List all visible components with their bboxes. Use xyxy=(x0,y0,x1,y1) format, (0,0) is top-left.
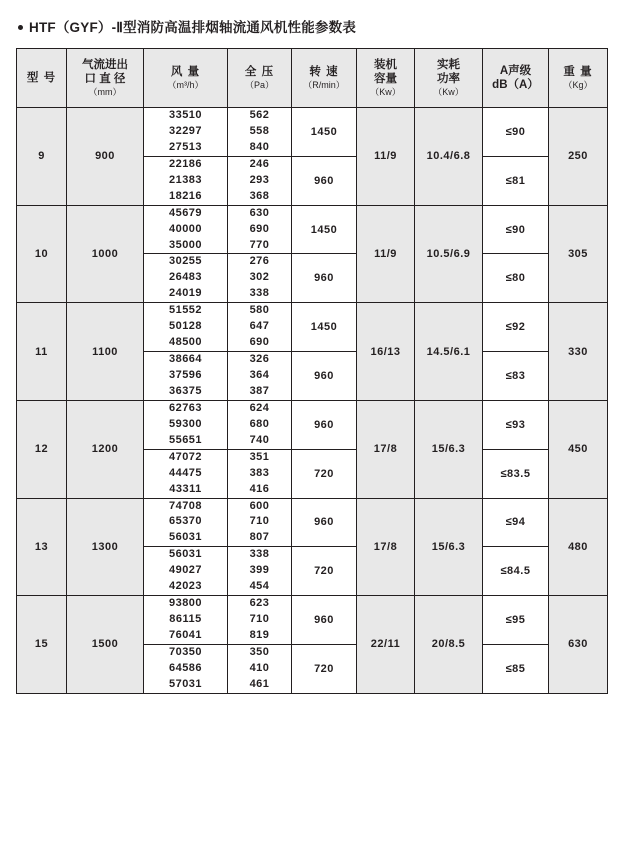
bullet-dot-icon xyxy=(18,25,23,30)
cell-noise: ≤94 xyxy=(483,498,549,547)
column-header-pressure-text: 全 压 xyxy=(244,66,275,79)
pressure-value: 600 xyxy=(249,499,270,512)
cell-pressure-values xyxy=(228,205,292,254)
column-header-power-line1: 实耗 xyxy=(437,59,460,71)
flow-value: 56031 xyxy=(168,531,203,544)
table-row xyxy=(17,498,608,547)
cell-noise: ≤84.5 xyxy=(483,547,549,596)
cell-flow-values xyxy=(144,254,228,303)
cell-diameter: 1000 xyxy=(67,205,144,303)
cell-flow-values xyxy=(144,644,228,693)
flow-value: 76041 xyxy=(168,629,203,641)
column-header-flow-text: 风 量 xyxy=(170,66,201,79)
column-header-weight xyxy=(549,49,608,108)
cell-pressure-values xyxy=(228,352,292,401)
cell-flow-values xyxy=(144,596,228,645)
column-header-flow-unit: （m³/h） xyxy=(167,79,204,90)
pressure-value: 302 xyxy=(249,271,270,284)
column-header-noise-line1: A声级 xyxy=(499,64,532,77)
flow-value: 37596 xyxy=(168,369,203,381)
pressure-value: 326 xyxy=(249,353,270,366)
table-row xyxy=(17,205,608,254)
column-header-rpm-text: 转 速 xyxy=(309,66,339,79)
flow-value: 32297 xyxy=(168,124,203,137)
table-row xyxy=(17,400,608,449)
cell-diameter: 1200 xyxy=(67,400,144,498)
cell-flow-values xyxy=(144,449,228,498)
cell-weight: 250 xyxy=(549,108,608,206)
cell-noise: ≤81 xyxy=(483,156,549,205)
cell-rpm: 1450 xyxy=(292,205,357,254)
flow-value: 26483 xyxy=(168,271,203,284)
cell-pressure-values xyxy=(228,400,292,449)
cell-weight: 330 xyxy=(549,303,608,401)
pressure-value: 383 xyxy=(249,466,270,479)
column-header-weight-unit: （Kg） xyxy=(563,79,593,90)
cell-noise: ≤85 xyxy=(483,644,549,693)
column-header-noise-line2: dB（A） xyxy=(492,79,539,91)
cell-pressure-values xyxy=(228,449,292,498)
table-row xyxy=(17,108,608,157)
cell-noise: ≤93 xyxy=(483,400,549,449)
flow-value: 55651 xyxy=(168,433,203,446)
flow-value: 22186 xyxy=(168,157,203,170)
cell-diameter: 1300 xyxy=(67,498,144,596)
cell-flow-values xyxy=(144,400,228,449)
cell-diameter: 900 xyxy=(67,108,144,206)
pressure-value: 454 xyxy=(249,580,270,593)
cell-pressure-values xyxy=(228,303,292,352)
flow-value: 45679 xyxy=(168,206,203,219)
table-row xyxy=(17,303,608,352)
cell-rpm: 960 xyxy=(292,596,357,645)
flow-value: 36375 xyxy=(168,384,203,397)
flow-value: 93800 xyxy=(168,597,203,610)
pressure-value: 293 xyxy=(249,173,270,186)
cell-noise: ≤83.5 xyxy=(483,449,549,498)
pressure-value: 387 xyxy=(249,384,270,397)
fan-spec-table xyxy=(16,48,608,694)
cell-flow-values xyxy=(144,108,228,157)
table-row xyxy=(17,596,608,645)
cell-power: 14.5/6.1 xyxy=(415,303,483,401)
column-header-weight-text: 重 量 xyxy=(563,66,593,79)
cell-noise: ≤95 xyxy=(483,596,549,645)
pressure-value: 623 xyxy=(249,597,270,610)
column-header-noise xyxy=(483,49,549,108)
cell-diameter: 1500 xyxy=(67,596,144,694)
flow-value: 49027 xyxy=(168,564,203,577)
cell-model: 9 xyxy=(17,108,67,206)
pressure-value: 246 xyxy=(249,157,270,170)
pressure-value: 819 xyxy=(249,629,270,641)
cell-rpm: 960 xyxy=(292,400,357,449)
flow-value: 44475 xyxy=(168,466,203,479)
cell-capacity: 11/9 xyxy=(357,108,415,206)
column-header-diameter-unit: （mm） xyxy=(88,86,122,97)
cell-rpm: 720 xyxy=(292,449,357,498)
flow-value: 86115 xyxy=(169,613,202,626)
pressure-value: 558 xyxy=(249,124,270,137)
column-header-model xyxy=(17,49,67,108)
cell-capacity: 17/8 xyxy=(357,498,415,596)
pressure-value: 840 xyxy=(249,140,270,153)
column-header-capacity-unit: （Kw） xyxy=(370,86,401,97)
cell-pressure-values xyxy=(228,644,292,693)
cell-pressure-values xyxy=(228,108,292,157)
pressure-value: 740 xyxy=(249,433,270,446)
pressure-value: 562 xyxy=(249,109,270,121)
flow-value: 47072 xyxy=(168,450,203,463)
flow-value: 74708 xyxy=(168,499,203,512)
pressure-value: 647 xyxy=(249,320,270,333)
cell-power: 15/6.3 xyxy=(415,400,483,498)
flow-value: 21383 xyxy=(168,173,203,186)
cell-flow-values xyxy=(144,156,228,205)
flow-value: 43311 xyxy=(169,482,202,495)
flow-value: 33510 xyxy=(168,109,203,121)
flow-value: 56031 xyxy=(168,548,203,561)
flow-value: 40000 xyxy=(168,222,203,235)
cell-noise: ≤90 xyxy=(483,205,549,254)
column-header-diameter-line2: 口 直 径 xyxy=(84,73,126,86)
cell-capacity: 17/8 xyxy=(357,400,415,498)
cell-weight: 630 xyxy=(549,596,608,694)
pressure-value: 416 xyxy=(249,482,270,495)
flow-value: 35000 xyxy=(168,238,203,251)
column-header-diameter-line1: 气流进出 xyxy=(82,59,128,71)
column-header-diameter xyxy=(67,49,144,108)
pressure-value: 770 xyxy=(249,238,270,251)
cell-power: 10.4/6.8 xyxy=(415,108,483,206)
pressure-value: 350 xyxy=(249,645,270,658)
flow-value: 24019 xyxy=(168,287,203,300)
pressure-value: 807 xyxy=(249,531,270,544)
pressure-value: 680 xyxy=(249,417,270,430)
column-header-rpm-unit: （R/min） xyxy=(303,79,345,90)
table-header xyxy=(17,49,608,108)
cell-power: 10.5/6.9 xyxy=(415,205,483,303)
page-title xyxy=(18,16,607,36)
cell-model: 10 xyxy=(17,205,67,303)
cell-pressure-values xyxy=(228,156,292,205)
cell-pressure-values xyxy=(228,547,292,596)
cell-power: 15/6.3 xyxy=(415,498,483,596)
column-header-capacity-line1: 装机 xyxy=(374,59,397,71)
pressure-value: 368 xyxy=(249,189,270,202)
cell-rpm: 960 xyxy=(292,254,357,303)
cell-capacity: 16/13 xyxy=(357,303,415,401)
flow-value: 27513 xyxy=(168,140,203,153)
cell-model: 11 xyxy=(17,303,67,401)
flow-value: 51552 xyxy=(168,304,203,317)
pressure-value: 399 xyxy=(249,564,270,577)
column-header-power-line2: 功率 xyxy=(437,73,460,86)
column-header-flow xyxy=(144,49,228,108)
cell-weight: 450 xyxy=(549,400,608,498)
cell-capacity: 22/11 xyxy=(357,596,415,694)
column-header-rpm xyxy=(292,49,357,108)
cell-rpm: 1450 xyxy=(292,108,357,157)
cell-weight: 305 xyxy=(549,205,608,303)
table-header-row xyxy=(17,49,608,108)
cell-flow-values xyxy=(144,352,228,401)
column-header-power xyxy=(415,49,483,108)
cell-model: 15 xyxy=(17,596,67,694)
flow-value: 42023 xyxy=(168,580,203,593)
pressure-value: 710 xyxy=(249,515,270,528)
cell-flow-values xyxy=(144,205,228,254)
flow-value: 57031 xyxy=(168,677,203,690)
pressure-value: 338 xyxy=(249,287,270,300)
pressure-value: 276 xyxy=(249,255,270,268)
cell-rpm: 960 xyxy=(292,156,357,205)
flow-value: 70350 xyxy=(168,645,203,658)
cell-pressure-values xyxy=(228,254,292,303)
cell-model: 13 xyxy=(17,498,67,596)
column-header-pressure xyxy=(228,49,292,108)
cell-flow-values xyxy=(144,303,228,352)
column-header-capacity-line2: 容量 xyxy=(374,73,397,86)
flow-value: 18216 xyxy=(168,189,203,202)
flow-value: 62763 xyxy=(168,401,203,414)
cell-capacity: 11/9 xyxy=(357,205,415,303)
cell-pressure-values xyxy=(228,596,292,645)
cell-model: 12 xyxy=(17,400,67,498)
page-title-text: HTF（GYF）-Ⅱ型消防高温排烟轴流通风机性能参数表 xyxy=(29,20,357,35)
cell-noise: ≤92 xyxy=(483,303,549,352)
column-header-model-text: 型 号 xyxy=(26,71,57,84)
flow-value: 30255 xyxy=(168,255,203,268)
pressure-value: 624 xyxy=(249,401,270,414)
column-header-pressure-unit: （Pa） xyxy=(244,79,274,90)
cell-power: 20/8.5 xyxy=(415,596,483,694)
cell-noise: ≤80 xyxy=(483,254,549,303)
cell-flow-values xyxy=(144,547,228,596)
cell-rpm: 720 xyxy=(292,644,357,693)
pressure-value: 364 xyxy=(249,369,270,381)
flow-value: 65370 xyxy=(168,515,203,528)
column-header-capacity xyxy=(357,49,415,108)
column-header-power-unit: （Kw） xyxy=(433,86,464,97)
pressure-value: 690 xyxy=(249,222,270,235)
flow-value: 59300 xyxy=(168,417,203,430)
cell-diameter: 1100 xyxy=(67,303,144,401)
cell-weight: 480 xyxy=(549,498,608,596)
cell-flow-values xyxy=(144,498,228,547)
cell-rpm: 1450 xyxy=(292,303,357,352)
cell-rpm: 960 xyxy=(292,498,357,547)
pressure-value: 351 xyxy=(249,450,270,463)
cell-noise: ≤83 xyxy=(483,352,549,401)
flow-value: 48500 xyxy=(168,336,203,349)
table-body xyxy=(17,108,608,694)
pressure-value: 630 xyxy=(249,206,270,219)
pressure-value: 710 xyxy=(249,613,270,626)
cell-noise: ≤90 xyxy=(483,108,549,157)
flow-value: 64586 xyxy=(168,661,203,674)
cell-rpm: 720 xyxy=(292,547,357,596)
pressure-value: 338 xyxy=(249,548,270,561)
pressure-value: 410 xyxy=(249,661,270,674)
pressure-value: 690 xyxy=(249,336,270,349)
cell-pressure-values xyxy=(228,498,292,547)
flow-value: 38664 xyxy=(168,353,203,366)
pressure-value: 461 xyxy=(249,677,270,690)
cell-rpm: 960 xyxy=(292,352,357,401)
pressure-value: 580 xyxy=(249,304,270,317)
flow-value: 50128 xyxy=(168,320,203,333)
